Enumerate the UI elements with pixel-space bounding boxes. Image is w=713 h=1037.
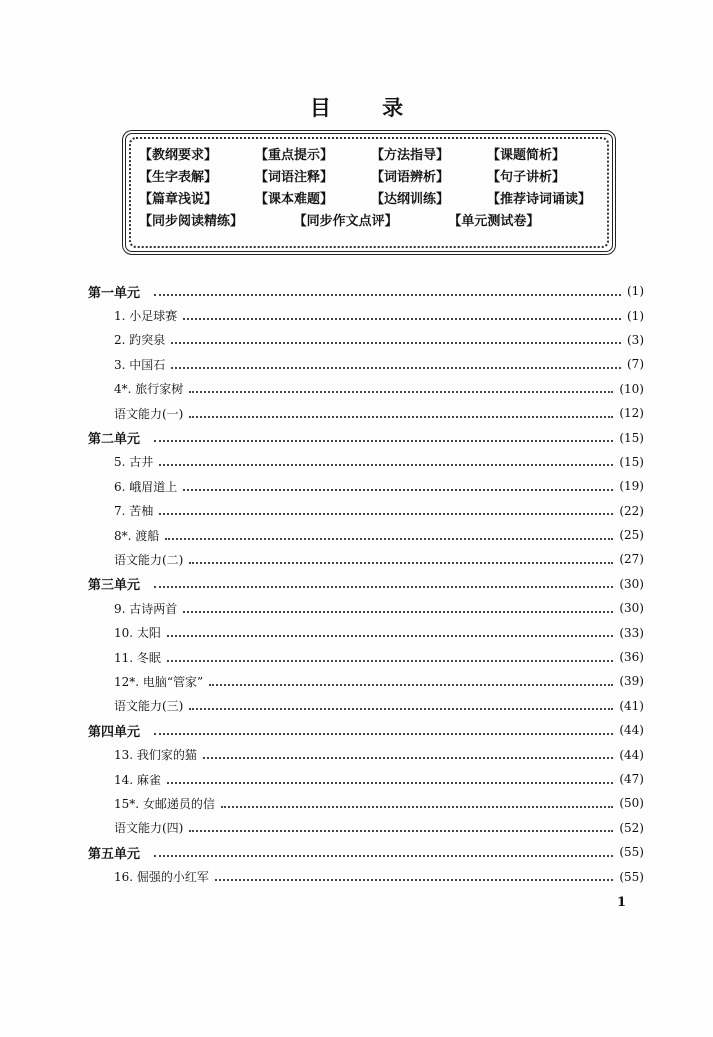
toc-entry-row[interactable] xyxy=(88,767,644,791)
keyword: 【同步作文点评】 xyxy=(293,214,398,229)
dot-leader xyxy=(154,854,613,857)
toc-title: 5. 古井 xyxy=(114,455,154,470)
keyword: 【词语注释】 xyxy=(255,170,334,185)
toc-page-number: (44) xyxy=(619,723,644,738)
toc-entry-row[interactable] xyxy=(88,547,644,571)
toc-title: 第一单元 xyxy=(88,285,141,301)
dot-leader xyxy=(183,488,613,491)
keyword: 【达纲训练】 xyxy=(371,192,450,207)
dot-leader xyxy=(167,659,613,662)
toc-unit-row[interactable] xyxy=(88,718,644,742)
toc-entry-row[interactable] xyxy=(88,474,644,498)
toc-page-number: (41) xyxy=(619,698,644,713)
toc-title: 8*. 渡船 xyxy=(114,528,160,543)
toc-entry-row[interactable] xyxy=(88,328,644,352)
keyword: 【推荐诗词诵读】 xyxy=(487,192,592,207)
toc-page-number: (30) xyxy=(619,576,644,591)
dot-leader xyxy=(167,781,613,784)
keyword-row xyxy=(139,189,603,211)
toc-entry-row[interactable] xyxy=(88,791,644,815)
keyword: 【词语辨析】 xyxy=(371,170,450,185)
dot-leader xyxy=(154,585,613,588)
keyword: 【生字表解】 xyxy=(139,170,218,185)
toc-title: 13. 我们家的猫 xyxy=(114,748,197,763)
toc-title: 语文能力(二) xyxy=(114,552,184,567)
toc-unit-row[interactable] xyxy=(88,279,644,303)
keyword-row xyxy=(139,167,603,189)
toc-entry-row[interactable] xyxy=(88,694,644,718)
toc-page-number: (22) xyxy=(619,503,644,518)
toc-entry-row[interactable] xyxy=(88,620,644,644)
toc-entry-row[interactable] xyxy=(88,352,644,376)
toc-title: 12*. 电脑“管家” xyxy=(114,674,204,689)
keyword-list xyxy=(139,145,603,233)
dot-leader xyxy=(203,756,613,759)
toc-page-number: (19) xyxy=(619,479,644,494)
toc-title: 语文能力(三) xyxy=(114,699,184,714)
dot-leader xyxy=(189,415,613,418)
toc-page-number: (30) xyxy=(619,601,644,616)
dot-leader xyxy=(189,390,613,393)
toc-entry-row[interactable] xyxy=(88,450,644,474)
toc-title: 4*. 旅行家树 xyxy=(114,382,184,397)
toc-page-number: (36) xyxy=(619,650,644,665)
keyword: 【篇章浅说】 xyxy=(139,192,218,207)
toc-entry-row[interactable] xyxy=(88,401,644,425)
toc-title: 16. 倔强的小红军 xyxy=(114,870,209,885)
dot-leader xyxy=(171,366,621,369)
dot-leader xyxy=(183,317,621,320)
toc-title: 第三单元 xyxy=(88,578,141,594)
keyword: 【课本难题】 xyxy=(255,192,334,207)
toc-page-number: (33) xyxy=(619,625,644,640)
dot-leader xyxy=(165,537,613,540)
toc-title: 9. 古诗两首 xyxy=(114,601,178,616)
toc-entry-row[interactable] xyxy=(88,523,644,547)
toc-entry-row[interactable] xyxy=(88,377,644,401)
keyword: 【同步阅读精练】 xyxy=(139,214,244,229)
toc-page-number: (55) xyxy=(619,869,644,884)
toc-page-number: (10) xyxy=(619,381,644,396)
toc-title: 7. 苦柚 xyxy=(114,504,154,519)
dot-leader xyxy=(215,878,613,881)
page-title: 目 录 xyxy=(309,96,426,120)
toc-entry-row[interactable] xyxy=(88,864,644,888)
toc-page-number: (7) xyxy=(627,357,644,372)
toc-title: 2. 趵突泉 xyxy=(114,333,166,348)
keyword-row xyxy=(139,211,603,233)
toc-page-number: (47) xyxy=(619,772,644,786)
toc-title: 11. 冬眠 xyxy=(114,650,161,665)
dot-leader xyxy=(159,512,613,515)
toc-title: 1. 小足球赛 xyxy=(114,309,178,324)
toc-title: 语文能力(四) xyxy=(114,821,184,836)
dot-leader xyxy=(154,439,613,442)
page-number: 1 xyxy=(617,895,627,910)
toc-title: 10. 太阳 xyxy=(114,626,161,641)
table-of-contents xyxy=(88,279,644,889)
toc-page-number: (44) xyxy=(619,747,644,762)
toc-page-number: (50) xyxy=(619,796,644,811)
toc-page-number: (15) xyxy=(619,430,644,445)
toc-title: 6. 峨眉道上 xyxy=(114,479,178,494)
dot-leader xyxy=(221,805,613,808)
toc-title: 第五单元 xyxy=(88,846,141,862)
toc-title: 第二单元 xyxy=(88,432,141,448)
toc-page-number: (25) xyxy=(619,528,644,543)
dot-leader xyxy=(183,610,613,613)
toc-page-number: (55) xyxy=(619,845,644,860)
dot-leader xyxy=(189,561,613,564)
keyword: 【单元测试卷】 xyxy=(448,214,540,229)
keyword: 【句子讲析】 xyxy=(487,170,566,185)
toc-entry-row[interactable] xyxy=(88,742,644,766)
toc-title: 语文能力(一) xyxy=(114,406,184,421)
keyword: 【课题简析】 xyxy=(487,148,566,163)
toc-page-number: (15) xyxy=(619,454,644,469)
toc-entry-row[interactable] xyxy=(88,596,644,620)
toc-page-number: (52) xyxy=(619,820,644,835)
dot-leader xyxy=(189,829,613,832)
toc-entry-row[interactable] xyxy=(88,645,644,669)
toc-entry-row[interactable] xyxy=(88,669,644,693)
toc-title: 14. 麻雀 xyxy=(114,772,161,787)
dot-leader xyxy=(154,293,621,296)
toc-unit-row[interactable] xyxy=(88,840,644,864)
toc-unit-row[interactable] xyxy=(88,572,644,596)
toc-page-number: (3) xyxy=(627,332,644,347)
dot-leader xyxy=(171,341,621,344)
toc-page-number: (1) xyxy=(627,308,644,323)
toc-title: 第四单元 xyxy=(88,724,141,740)
keyword-row xyxy=(139,145,603,167)
toc-page-number: (27) xyxy=(619,552,644,567)
keyword-frame xyxy=(122,130,616,255)
toc-unit-row[interactable] xyxy=(88,425,644,449)
toc-entry-row[interactable] xyxy=(88,303,644,327)
keyword: 【方法指导】 xyxy=(371,148,450,163)
dot-leader xyxy=(159,463,613,466)
toc-title: 15*. 女邮递员的信 xyxy=(114,796,215,811)
keyword: 【教纲要求】 xyxy=(139,148,218,163)
keyword: 【重点提示】 xyxy=(255,148,334,163)
dot-leader xyxy=(167,634,613,637)
dot-leader xyxy=(154,732,613,735)
dot-leader xyxy=(189,707,613,710)
toc-page-number: (1) xyxy=(627,284,644,299)
toc-entry-row[interactable] xyxy=(88,816,644,840)
dot-leader xyxy=(209,683,613,686)
toc-page-number: (12) xyxy=(619,406,644,421)
toc-page-number: (39) xyxy=(619,674,644,689)
toc-title: 3. 中国石 xyxy=(114,357,166,372)
toc-entry-row[interactable] xyxy=(88,499,644,523)
